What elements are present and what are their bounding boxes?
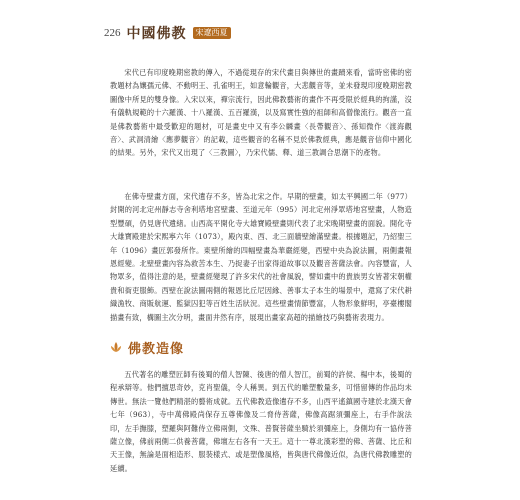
paragraph-buddhist-painting-themes — [110, 66, 412, 160]
lotus-icon — [110, 341, 122, 353]
page-number: 226 — [104, 27, 121, 39]
section-heading — [110, 338, 184, 356]
paragraph-text: 五代著名的雕塑匠師有後蜀的僧人智陳、後唐的僧人智江，前蜀的許侯、楊中本，後蜀的程承辯等。他們擅思奇妙，克肖聖儀，令人稱異。到五代的雕塑數量多，可惜留傳的作品均未傳世。無法一覽他們精湛的藝術成就。五代佛教造像遺存不多，山西平遙鎮國寺建於北漢天會七年（963），寺中萬佛殿尚保存五尊佛像及二脅侍菩薩，佛像高踞須彌座上，右手作說法印，左手撫膝，塑羅與阿難侍立佛兩側，文殊、普賢菩薩坐騎於須彌座上，身側均有一協侍菩薩立像，佛前兩側二供養菩薩，佛壇左右各有一天王。這十一尊北漢彩塑的佛、菩薩、比丘和天王像，無論是面相造形、服裝樣式、或是塑像風格，皆與唐代佛像近似，為唐代佛教雕塑的延續。 — [110, 370, 412, 473]
book-title: 中國佛教 — [126, 26, 187, 42]
paragraph-buddhist-sculpture — [110, 368, 412, 475]
paragraph-temple-murals — [110, 190, 412, 324]
paragraph-text: 宋代已有印度晚期密教的傳入，不過從現存的宋代畫目與傳世的畫蹟來看，當時密佛的密教題材為孃孺元佛、不動明王、孔雀明王，如意輪觀音，大悲觀音等，並未發現印度晚期密教圖像中所見的雙身像。入宋以來，禪宗流行，因此佛教藝術的畫作不再受限於經典的拘謹，沒有儀軌規範的十六羅漢、十八羅漢、五百羅漢，以及寫實性強的祖師和高僧像流行。觀音一直是佛教藝術中最受歡迎的題材，可是畫史中又有李公麟畫〈長帶觀音〉、孫知微作〈渡海觀音〉、武洞清繪〈應夢觀音〉的記載，這些觀音的名稱不見於佛教經典，應是觀音信仰中國化的結果。另外，宋代又出現了〈三教圖〉，乃宋代儒、釋、道三教調合思潮下的產物。 — [110, 68, 412, 158]
section-title: 佛教造像 — [128, 341, 185, 357]
page-header — [104, 22, 231, 44]
chapter-badge: 宋遼西夏 — [193, 27, 231, 39]
paragraph-text: 在佛寺壁畫方面，宋代遺存不多，皆為北宋之作。早期的壁畫，如太平興國二年（977）封開的河北定州靜志寺舍利塔地宮壁畫、至道元年（995）河北定州淨眾塔地宮壁畫，人物造型豐碩，仍見唐代遺緒。山西高平開化寺大雄寶殿壁畫則代表了北宋晚期壁畫的面貌。開化寺大雄寶殿建於宋熙寧六年（1073），殿內東、西、北三面牆壁繪滿壁畫。根據題記，乃紹聖三年（1096）畫匠郭發所作。東壁所繪的四幅壁畫為華嚴經變，西壁中央為說法圖，兩側畫報恩經變。北壁壁畫內容為救苦本生、乃捉妻子出家得道故事以及觀音菩薩法會。內容豐富，人物眾多，值得注意的是，壁畫經變現了許多宋代的社會風貌，譬如畫中的貴族男女皆著宋朝權貴和衙吏服飾。西壁在說法圖兩側的報恩比丘尼因緣、善事太子本生的場景中，還寫了宋代耕織漁牧、商販航運、監獄囚犯等百姓生活狀況。這些壁畫情節豐富，人物形象鮮明，亭臺樓閣描畫有致，構圖主次分明，畫面井然有序，展現出畫家高超的描繪技巧與藝術表現力。 — [110, 192, 412, 322]
